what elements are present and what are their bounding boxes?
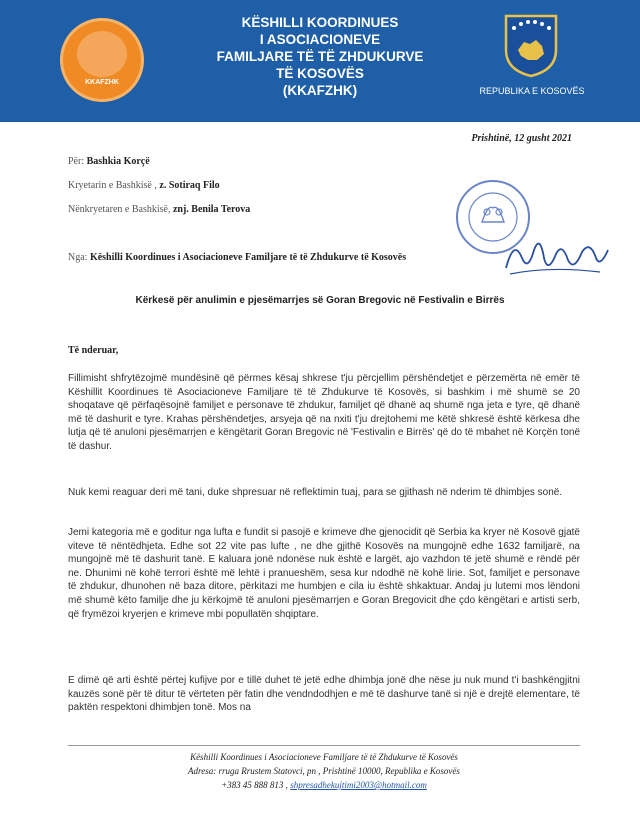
footer-divider [68,745,580,746]
deputy-prefix: Nënkryetaren e Bashkisë, [68,204,171,215]
mayor-prefix: Kryetarin e Bashkisë , [68,180,157,191]
republic-label: REPUBLIKA E KOSOVËS [479,86,585,96]
from-value: Këshilli Koordinues i Asociacioneve Familjare të të Zhdukurve të Kosovës [89,252,407,263]
body-paragraph: E dimë që arti është përtej kufijve por e tillë duhet të jetë edhe dhimbja jonë dhe nëse ju nuk mund t'i bashkëngjitni kauzës sonë për të ditur të vërteten për fatin dhe vendndodhjen e më të dashurve tanë si një e drejtë elementare, të paktën respektoni dhimbjen tonë. Mos na [68,675,580,714]
footer-phone: +383 45 888 813 , [221,780,288,790]
title-line: (KKAFZHK) [282,83,358,98]
body-paragraph: Fillimisht shfrytëzojmë mundësinë që përmes kësaj shkrese t'ju përcjellim përshëndetjet e përzemërta në emër të Këshillit Koordinues të Asociacioneve Familjare të të Zhdukurve të Kosovës, si bashkim i më shumë se 20 shoqatave që përfaqësojnë familjet e personave të zhdukur, familjet që dhanë aq shumë nga jeta e tyre, që dhanë më të dashurit e tyre. Krahas përshëndetjes, arsyeja që na nxiti t'ju drejtohemi me këtë shkresë është kërkesa dhe lutja që të anuloni pjesëmarrjen e këngëtarit Goran Bregovic në 'Festivalin e Birrës' që do të mbahet në Korçën tonë të dashur. [68,373,580,452]
footer-address: Adresa: rruga Rrustem Statovci, pn , Prishtinë 10000, Republika e Kosovës [188,766,460,776]
mayor-name: z. Sotiraq Filo [159,180,220,191]
to-label: Për: [68,156,85,167]
deputy-name: znj. Benila Terova [172,204,251,215]
organization-logo [60,18,144,102]
footer-organization: Këshilli Koordinues i Asociacioneve Familjare të të Zhdukurve të Kosovës [190,752,458,762]
letterhead-banner [0,0,640,122]
deputy-line [68,204,250,215]
footer-contact [68,780,580,790]
to-value: Bashkia Korçë [86,156,150,167]
footer-email-link[interactable]: shpresadhekujtimi2003@hotmail.com [290,780,427,790]
sender-line [68,252,406,263]
logo-emblem-icon [77,31,127,77]
kosovo-coat-of-arms-icon [504,14,558,78]
body-paragraph: Jemi kategoria më e goditur nga lufta e fundit si pasojë e krimeve dhe gjenocidit që Serbia ka kryer në Kosovë gjatë viteve të nëntëdhjeta. Edhe sot 22 vite pas lufte , ne dhe gjithë Kosovës na mungojnë edhe 1632 familjarë, na mungojnë më të dashurit tanë. E kaluara jonë ndonëse nuk është e largët, ajo vazhdon të jetë shumë e rëndë për ne. Dhunimi në kohë terrori është më lehtë i pranueshëm, sesa kur ndodhë në kohë lirie. Sot, familjet e personave të zhdukur, dhunohen në baza ditore, përkitazi me humbjen e cila iu është shkaktuar. Andaj ju lutemi mos lëndoni më shumë këto familje dhe ju kërkojmë të anuloni pjesëmarrjen e Goran Bregovicit dhe çdo këngëtari e artisti serb, që frymëzoi kryerjen e krimeve mbi popullatën shqiptare. [68,527,580,620]
title-line: KËSHILLI KOORDINUES [241,15,399,30]
from-label: Nga: [68,252,88,263]
title-line: TË KOSOVËS [276,66,364,81]
body-paragraph: Nuk kemi reaguar deri më tani, duke shpresuar në reflektimin tuaj, para se gjithash në nderim të dhimbjes sonë. [68,487,563,498]
recipient-line [68,156,150,167]
organization-title [170,14,470,99]
title-line: I ASOCIACIONEVE [259,32,381,47]
title-line: FAMILJARE TË TË ZHDUKURVE [216,49,424,64]
letter-subject: Kërkesë për anulimin e pjesëmarrjes së Goran Bregovic në Festivalin e Birrës [135,295,505,306]
mayor-line [68,180,220,191]
greeting: Të nderuar, [68,345,119,356]
handwritten-signature-icon [500,228,612,284]
letter-date: Prishtinë, 12 gusht 2021 [471,133,572,144]
logo-label: KKAFZHK [85,79,119,86]
